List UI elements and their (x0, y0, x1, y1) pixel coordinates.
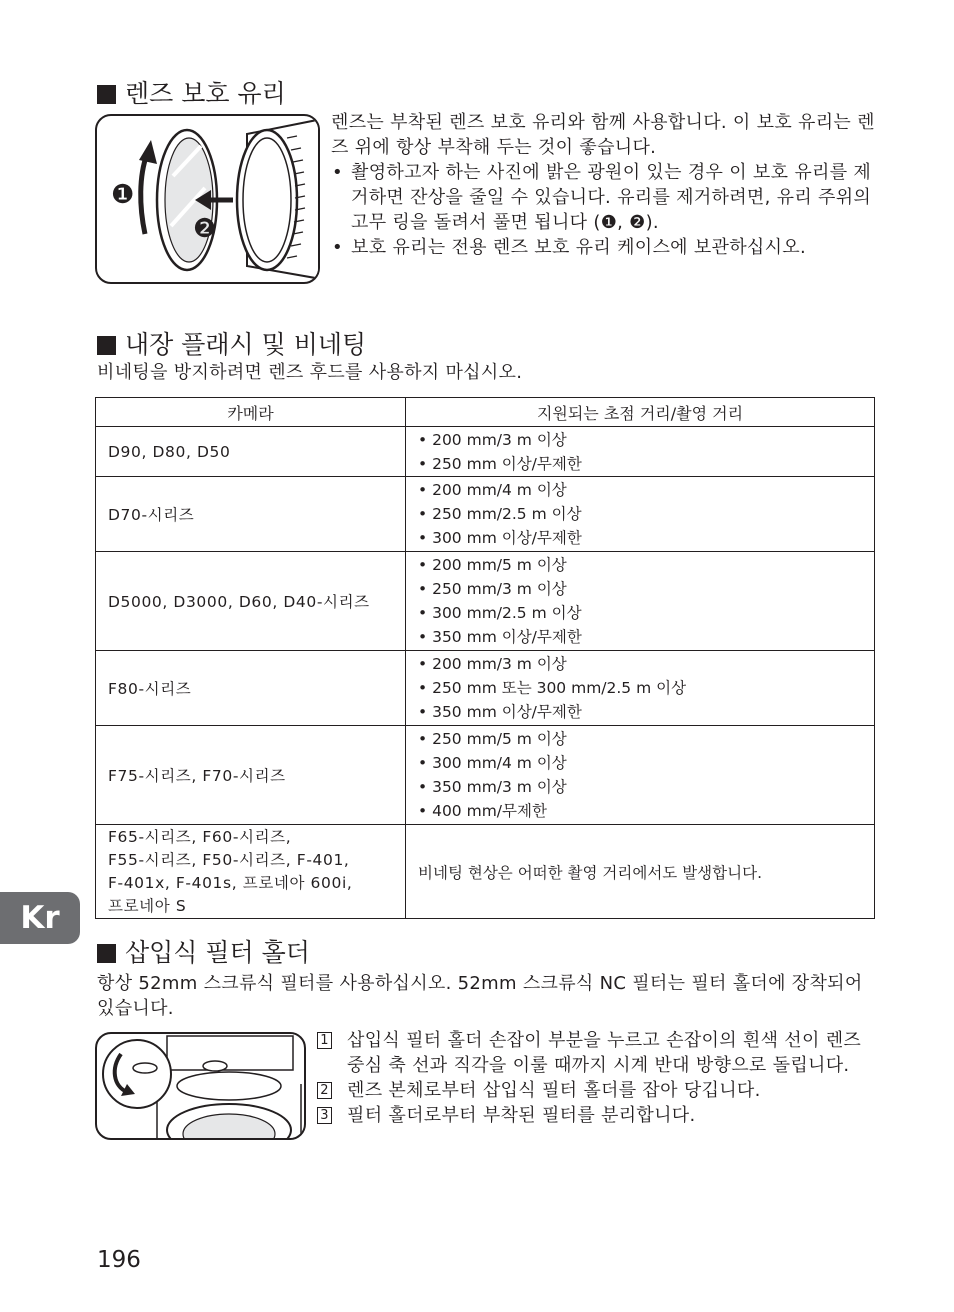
camera-cell: F75-시리즈, F70-시리즈 (96, 726, 406, 825)
step-number-box: 3 (317, 1107, 332, 1124)
vignetting-note-cell: 비네팅 현상은 어떠한 촬영 거리에서도 발생합니다. (406, 825, 875, 919)
filter-holder-drawing (97, 1034, 304, 1138)
distance-item: • 250 mm/3 m 이상 (418, 577, 874, 601)
camera-line: F65-시리즈, F60-시리즈, (108, 827, 292, 846)
filter-holder-steps (317, 1028, 877, 1128)
page-number: 196 (97, 1247, 141, 1273)
distance-item: • 200 mm/3 m 이상 (418, 428, 874, 452)
step-text: 삽입식 필터 홀더 손잡이 부분을 누르고 손잡이의 흰색 선이 렌즈 중심 축 선과 직각을 이룰 때까지 시계 반대 방향으로 돌립니다. (347, 1030, 862, 1076)
distance-cell (406, 726, 875, 825)
table-row (96, 427, 875, 477)
step-item (317, 1103, 877, 1128)
table-header-row (96, 398, 875, 427)
distance-item: • 250 mm/2.5 m 이상 (418, 502, 874, 526)
vignetting-intro: 비네팅을 방지하려면 렌즈 후드를 사용하지 마십시오. (97, 362, 523, 383)
square-bullet-icon (97, 85, 116, 104)
step-number-box: 1 (317, 1032, 332, 1049)
step-text: 필터 홀더로부터 부착된 필터를 분리합니다. (347, 1105, 696, 1126)
table-header-distance: 지원되는 초점 거리/촬영 거리 (406, 398, 875, 427)
table-row (96, 825, 875, 919)
distance-item: • 400 mm/무제한 (418, 799, 874, 823)
distance-item: • 250 mm/5 m 이상 (418, 727, 874, 751)
distance-item: • 350 mm 이상/무제한 (418, 700, 874, 724)
lens-glass-text (331, 110, 879, 260)
distance-item: • 300 mm/2.5 m 이상 (418, 601, 874, 625)
step-item (317, 1028, 877, 1078)
distance-item: • 350 mm/3 m 이상 (418, 775, 874, 799)
distance-cell (406, 651, 875, 726)
lens-glass-bullet: • 보호 유리는 전용 렌즈 보호 유리 케이스에 보관하십시오. (331, 235, 879, 260)
step-number-box: 2 (317, 1082, 332, 1099)
camera-cell: F80-시리즈 (96, 651, 406, 726)
camera-cell: D70-시리즈 (96, 477, 406, 552)
section-heading-lens-glass: 렌즈 보호 유리 (97, 79, 286, 109)
table-row (96, 651, 875, 726)
camera-line: F55-시리즈, F50-시리즈, F-401, (108, 850, 350, 869)
distance-item: • 250 mm 이상/무제한 (418, 452, 874, 476)
camera-line: 프로네아 S (108, 896, 187, 915)
distance-cell (406, 477, 875, 552)
table-row (96, 726, 875, 825)
camera-cell: D90, D80, D50 (96, 427, 406, 477)
step-text: 렌즈 본체로부터 삽입식 필터 홀더를 잡아 당깁니다. (347, 1080, 761, 1101)
vignetting-table (95, 397, 875, 919)
table-header-camera: 카메라 (96, 398, 406, 427)
step-item (317, 1078, 877, 1103)
language-tab: Kr (0, 892, 80, 944)
camera-cell (96, 825, 406, 919)
distance-item: • 200 mm/5 m 이상 (418, 553, 874, 577)
table-row (96, 552, 875, 651)
distance-item: • 300 mm 이상/무제한 (418, 526, 874, 550)
camera-line: F-401x, F-401s, 프로네아 600i, (108, 873, 353, 892)
distance-cell (406, 552, 875, 651)
step-2-marker-icon: ❷ (193, 214, 217, 244)
distance-item: • 250 mm 또는 300 mm/2.5 m 이상 (418, 676, 874, 700)
camera-cell: D5000, D3000, D60, D40-시리즈 (96, 552, 406, 651)
square-bullet-icon (97, 336, 116, 355)
table-row (96, 477, 875, 552)
step-1-marker-icon: ❶ (111, 180, 135, 210)
section-heading-filter-holder: 삽입식 필터 홀더 (97, 938, 310, 968)
distance-item: • 300 mm/4 m 이상 (418, 751, 874, 775)
distance-cell (406, 427, 875, 477)
section-heading-flash-vignetting: 내장 플래시 및 비네팅 (97, 330, 366, 360)
lens-glass-intro: 렌즈는 부착된 렌즈 보호 유리와 함께 사용합니다. 이 보호 유리는 렌즈 위에 항상 부착해 두는 것이 좋습니다. (331, 112, 875, 158)
distance-item: • 200 mm/4 m 이상 (418, 478, 874, 502)
filter-holder-illustration (95, 1032, 306, 1140)
lens-glass-bullet: • 촬영하고자 하는 사진에 밝은 광원이 있는 경우 이 보호 유리를 제거하면 잔상을 줄일 수 있습니다. 유리를 제거하려면, 유리 주위의 고무 링을 돌려서 풀면 됩니다 (❶, ❷). (331, 160, 879, 235)
protective-glass-illustration (95, 114, 320, 284)
square-bullet-icon (97, 944, 116, 963)
distance-item: • 200 mm/3 m 이상 (418, 652, 874, 676)
distance-item: • 350 mm 이상/무제한 (418, 625, 874, 649)
filter-holder-intro: 항상 52mm 스크류식 필터를 사용하십시오. 52mm 스크류식 NC 필터는 필터 홀더에 장착되어 있습니다. (97, 973, 863, 1019)
